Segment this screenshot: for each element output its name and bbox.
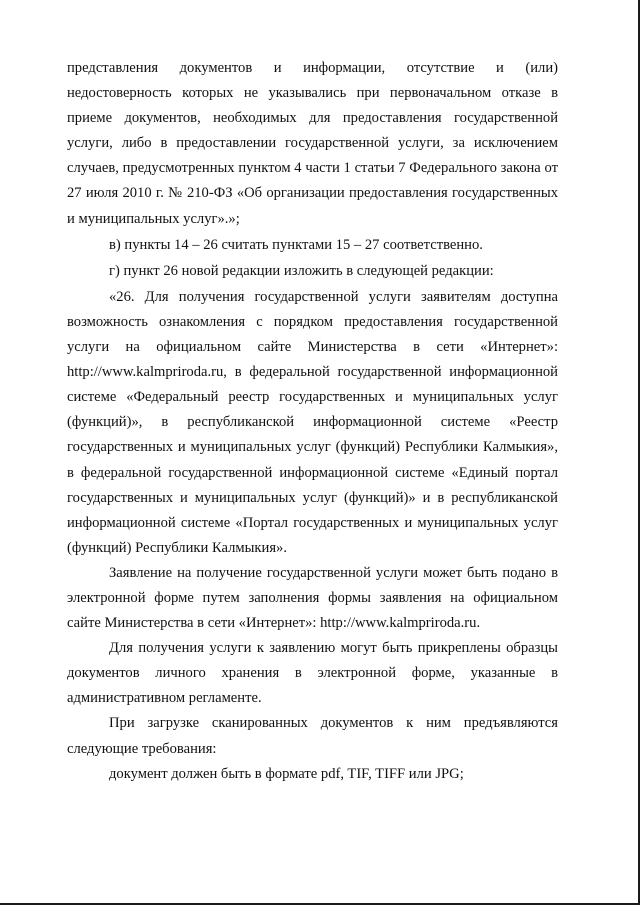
paragraph-attached-documents: Для получения услуги к заявлению могут быть прикреплены образцы документов личного хранения в электронной форме, указанные в административном регламенте. [67,640,558,707]
paragraph-item-g: г) пункт 26 новой редакции изложить в следующей редакции: [109,262,494,279]
paragraph-continuation: представления документов и информации, отсутствие и (или) недостоверность которых не указывались при первоначальном отказе в приеме документов, необходимых для предоставления государственной услуги, либо в предоставлении государственной услуги, за исключением случаев, предусмотренных пунктом 4 части 1 статьи 7 Федерального закона от 27 июля 2010 г. № 210-ФЗ «Об организации предоставления государственных и муниципальных услуг».»; [67,60,558,227]
paragraph-item-v: в) пункты 14 – 26 считать пунктами 15 – 27 соответственно. [109,236,483,253]
paragraph-electronic-application: Заявление на получение государственной услуги может быть подано в электронной форме путем заполнения формы заявления на официальном сайте Министерства в сети «Интернет»: http://www.kalmpriroda.ru. [67,564,558,632]
paragraph-file-format: документ должен быть в формате pdf, TIF, TIFF или JPG; [109,765,464,782]
paragraph-scan-requirements: При загрузке сканированных документов к ним предъявляются следующие требования: [67,715,558,757]
paragraph-clause-26: «26. Для получения государственной услуги заявителям доступна возможность ознакомления с порядком предоставления государственной услуги на официальном сайте Министерства в сети «Интернет»: http://www.kalmpriroda.ru, в федеральной государственной информационной системе «Федеральный реестр государственных и муниципальных услуг (функций)», в республиканской информационной системе «Реестр государственных и муниципальных услуг (функций) Республики Калмыкия», в федеральной государственной информационной системе «Единый портал государственных и муниципальных услуг (функций)» и в республиканской информационной системе «Портал государственных и муниципальных услуг (функций) Республики Калмыкия». [67,288,558,556]
document-body [67,56,558,787]
